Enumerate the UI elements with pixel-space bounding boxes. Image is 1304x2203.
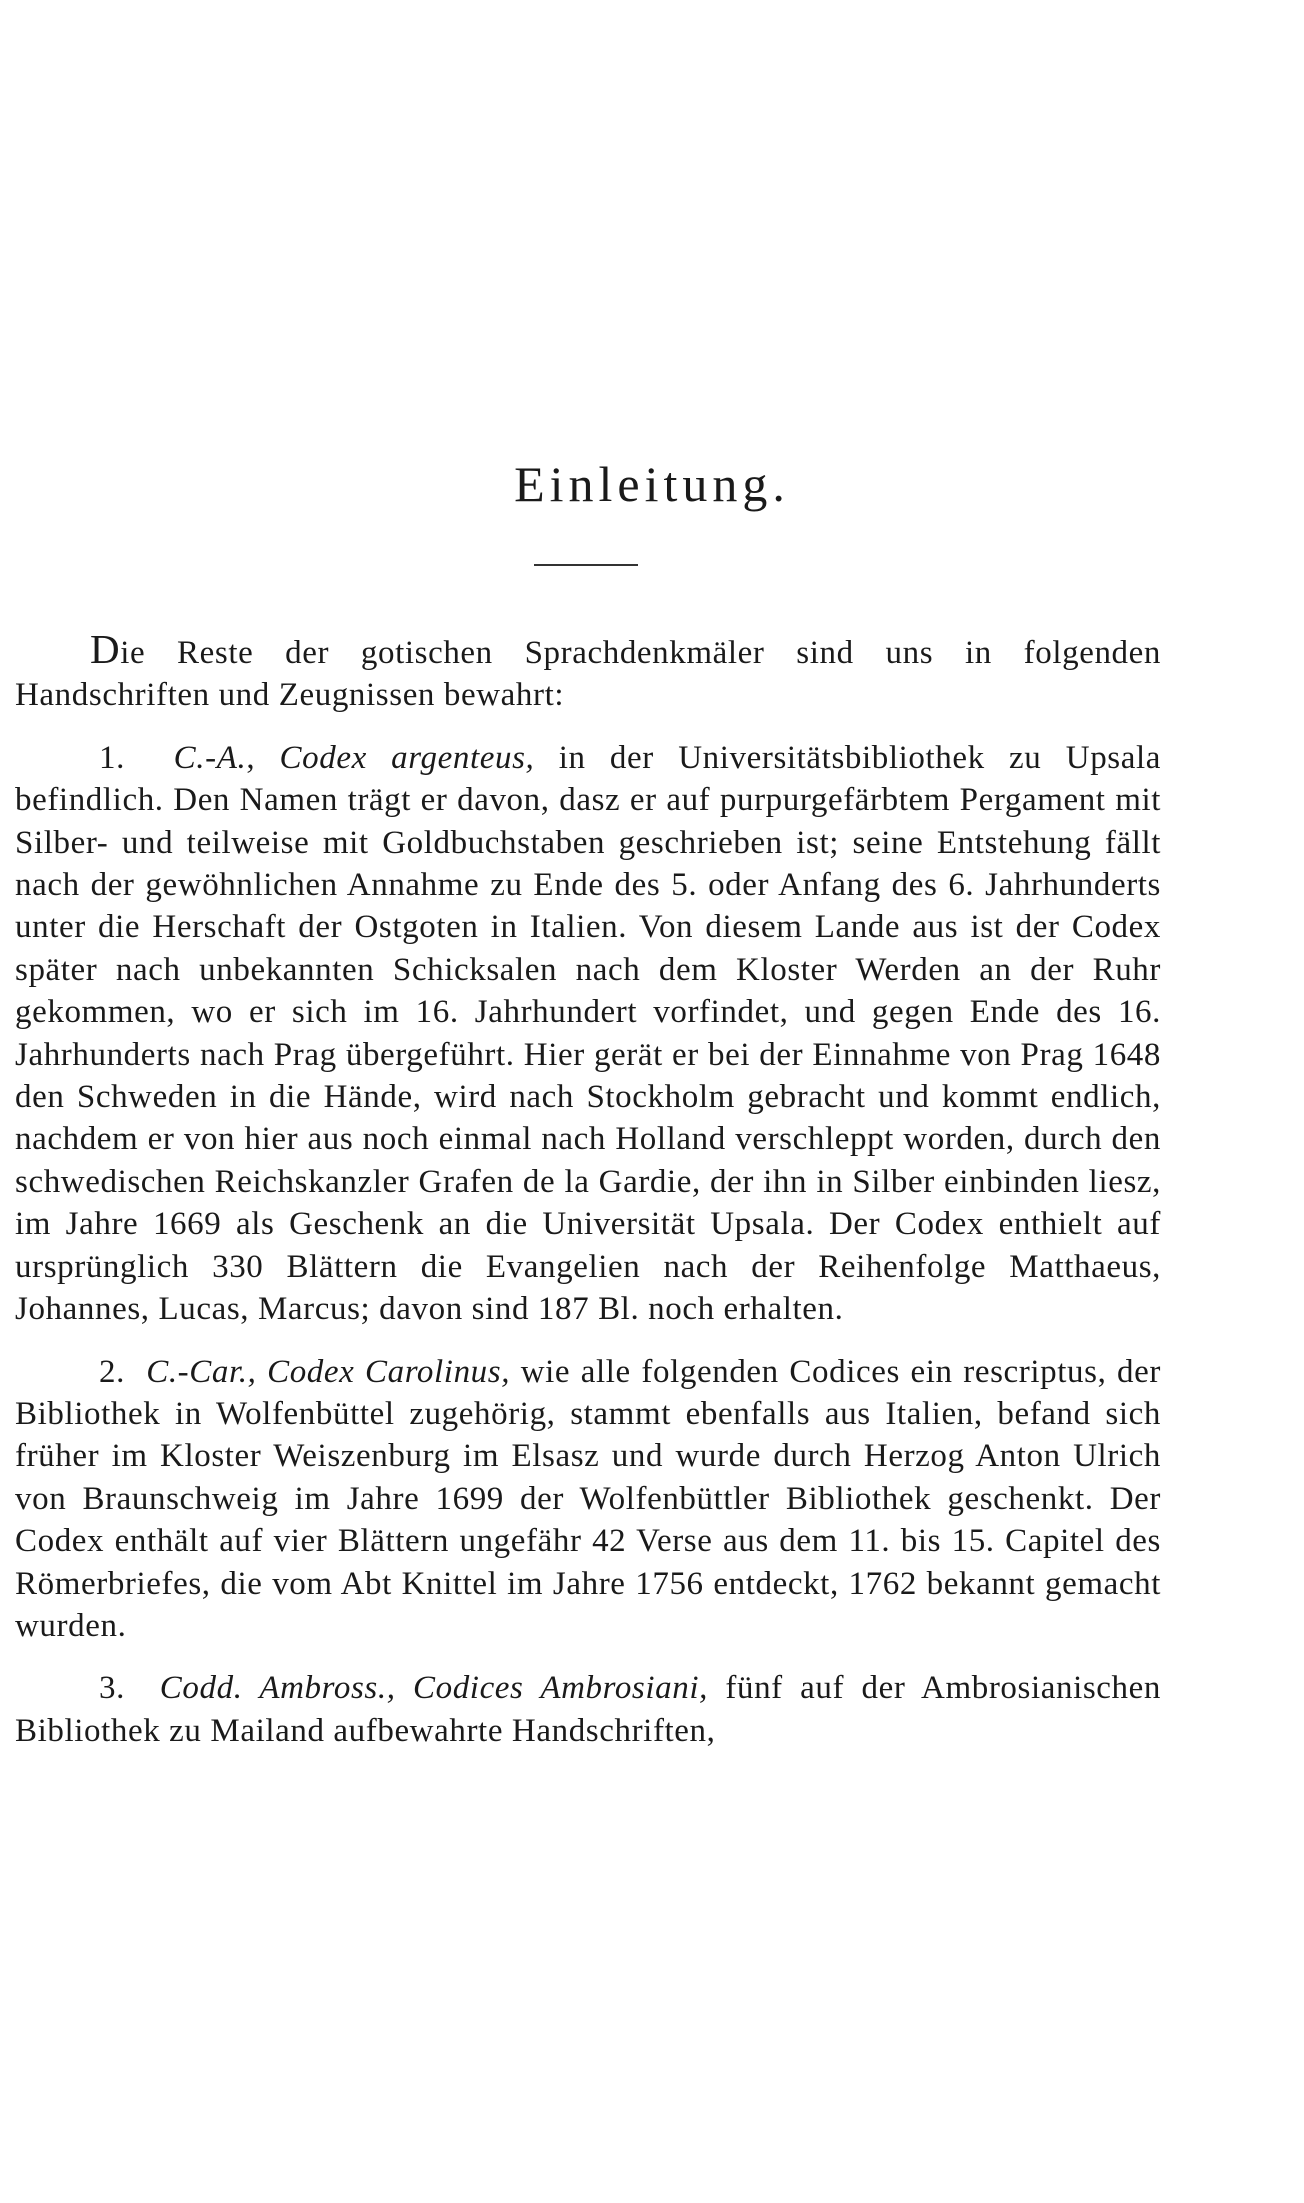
item-paragraph-2: [15, 1351, 1161, 1648]
item-text: wie alle folgenden Codices ein rescriptus, der Bibliothek in Wolfenbüttel zugehörig, stammt ebenfalls aus Italien, befand sich früher im Kloster Weiszenburg im Elsasz und wurde durch Herzog Anton Ulrich von Braunschweig im Jahre 1699 der Wolfenbüttler Bibliothek geschenkt. Der Codex enthält auf vier Blättern ungefähr 42 Verse aus dem 11. bis 15. Capitel des Römerbriefes, die vom Abt Knittel im Jahre 1756 entdeckt, 1762 bekannt gemacht wurden.: [15, 1353, 1161, 1644]
item-paragraph-1: 1. C.-A., Codex argenteus, in der Universitätsbibliothek zu Upsala befindlich. Den Namen trägt er davon, dasz er auf purpurgefärbtem Pergament mit Silber- und teilweise mit Goldbuchstaben geschrieben ist; seine Entstehung fällt nach der gewöhnlichen Annahme zu Ende des 5. oder Anfang des 6. Jahrhunderts unter die Herschaft der Ostgoten in Italien. Von diesem Lande aus ist der Codex später nach unbekannten Schicksalen nach dem Kloster Werden an der Ruhr gekommen, wo er sich im 16. Jahrhundert vorfindet, und gegen Ende des 16. Jahrhunderts nach Prag übergeführt. Hier gerät er bei der Einnahme von Prag 1648 den Schweden in die Hände, wird nach Stockholm gebracht und kommt endlich, nachdem er von hier aus noch einmal nach Holland verschleppt worden, durch den schwedischen Reichskanzler Grafen de la Gardie, der ihn in Silber einbinden liesz, im Jahre 1669 als Geschenk an die Universität Upsala. Der Codex enthielt auf ursprünglich 330 Blättern die Evangelien nach der Reihenfolge Matthaeus, Johannes, Lucas, Marcus; davon sind 187 Bl. noch erhalten.: [15, 739, 1161, 1328]
body-text: [15, 628, 1161, 1752]
intro-dropcap: D: [90, 626, 121, 672]
intro-paragraph: [15, 628, 1161, 717]
item-abbreviation: C.-A.: [173, 739, 247, 776]
item-number: 1.: [99, 739, 125, 776]
item-codex-name: Codex argenteus,: [279, 739, 535, 776]
chapter-title: Einleitung.: [514, 456, 790, 512]
intro-text: ie Reste der gotischen Sprachdenkmäler sind uns in folgenden Handschriften und Zeugnissen bewahrt:: [15, 635, 1161, 714]
item-codex-name: Codices Ambrosiani,: [412, 1670, 708, 1707]
item-text: in der Universitätsbibliothek zu Upsala befindlich. Den Namen trägt er davon, dasz er auf purpurgefärbtem Pergament mit Silber- und teilweise mit Goldbuchstaben geschrieben ist; seine Entstehung fällt nach der gewöhnlichen Annahme zu Ende des 5. oder Anfang des 6. Jahrhunderts unter die Herschaft der Ostgoten in Italien. Von diesem Lande aus ist der Codex später nach unbekannten Schicksalen nach dem Kloster Werden an der Ruhr gekommen, wo er sich im 16. Jahrhundert vorfindet, und gegen Ende des 16. Jahrhunderts nach Prag übergeführt. Hier gerät er bei der Einnahme von Prag 1648 den Schweden in die Hände, wird nach Stockholm gebracht und kommt endlich, nachdem er von hier aus noch einmal nach Holland verschleppt worden, durch den schwedischen Reichskanzler Grafen de la Gardie, der ihn in Silber einbinden liesz, im Jahre 1669 als Geschenk an die Universität Upsala. Der Codex enthielt auf ursprünglich 330 Blättern die Evangelien nach der Reihenfolge Matthaeus, Johannes, Lucas, Marcus; davon sind 187 Bl. noch erhalten.: [15, 739, 1161, 1328]
title-rule: [534, 564, 638, 566]
item-abbreviation: Codd. Ambross.,: [159, 1670, 396, 1707]
item-text: fünf auf der Ambrosianischen Bibliothek zu Mailand aufbewahrte Handschriften,: [15, 1670, 1161, 1749]
item-paragraph-3: [15, 1667, 1161, 1752]
item-codex-name: Codex Carolinus,: [267, 1353, 511, 1390]
item-number: 3.: [99, 1670, 125, 1707]
item-number: 2.: [99, 1353, 125, 1390]
item-abbreviation: C.-Car.,: [146, 1353, 257, 1390]
